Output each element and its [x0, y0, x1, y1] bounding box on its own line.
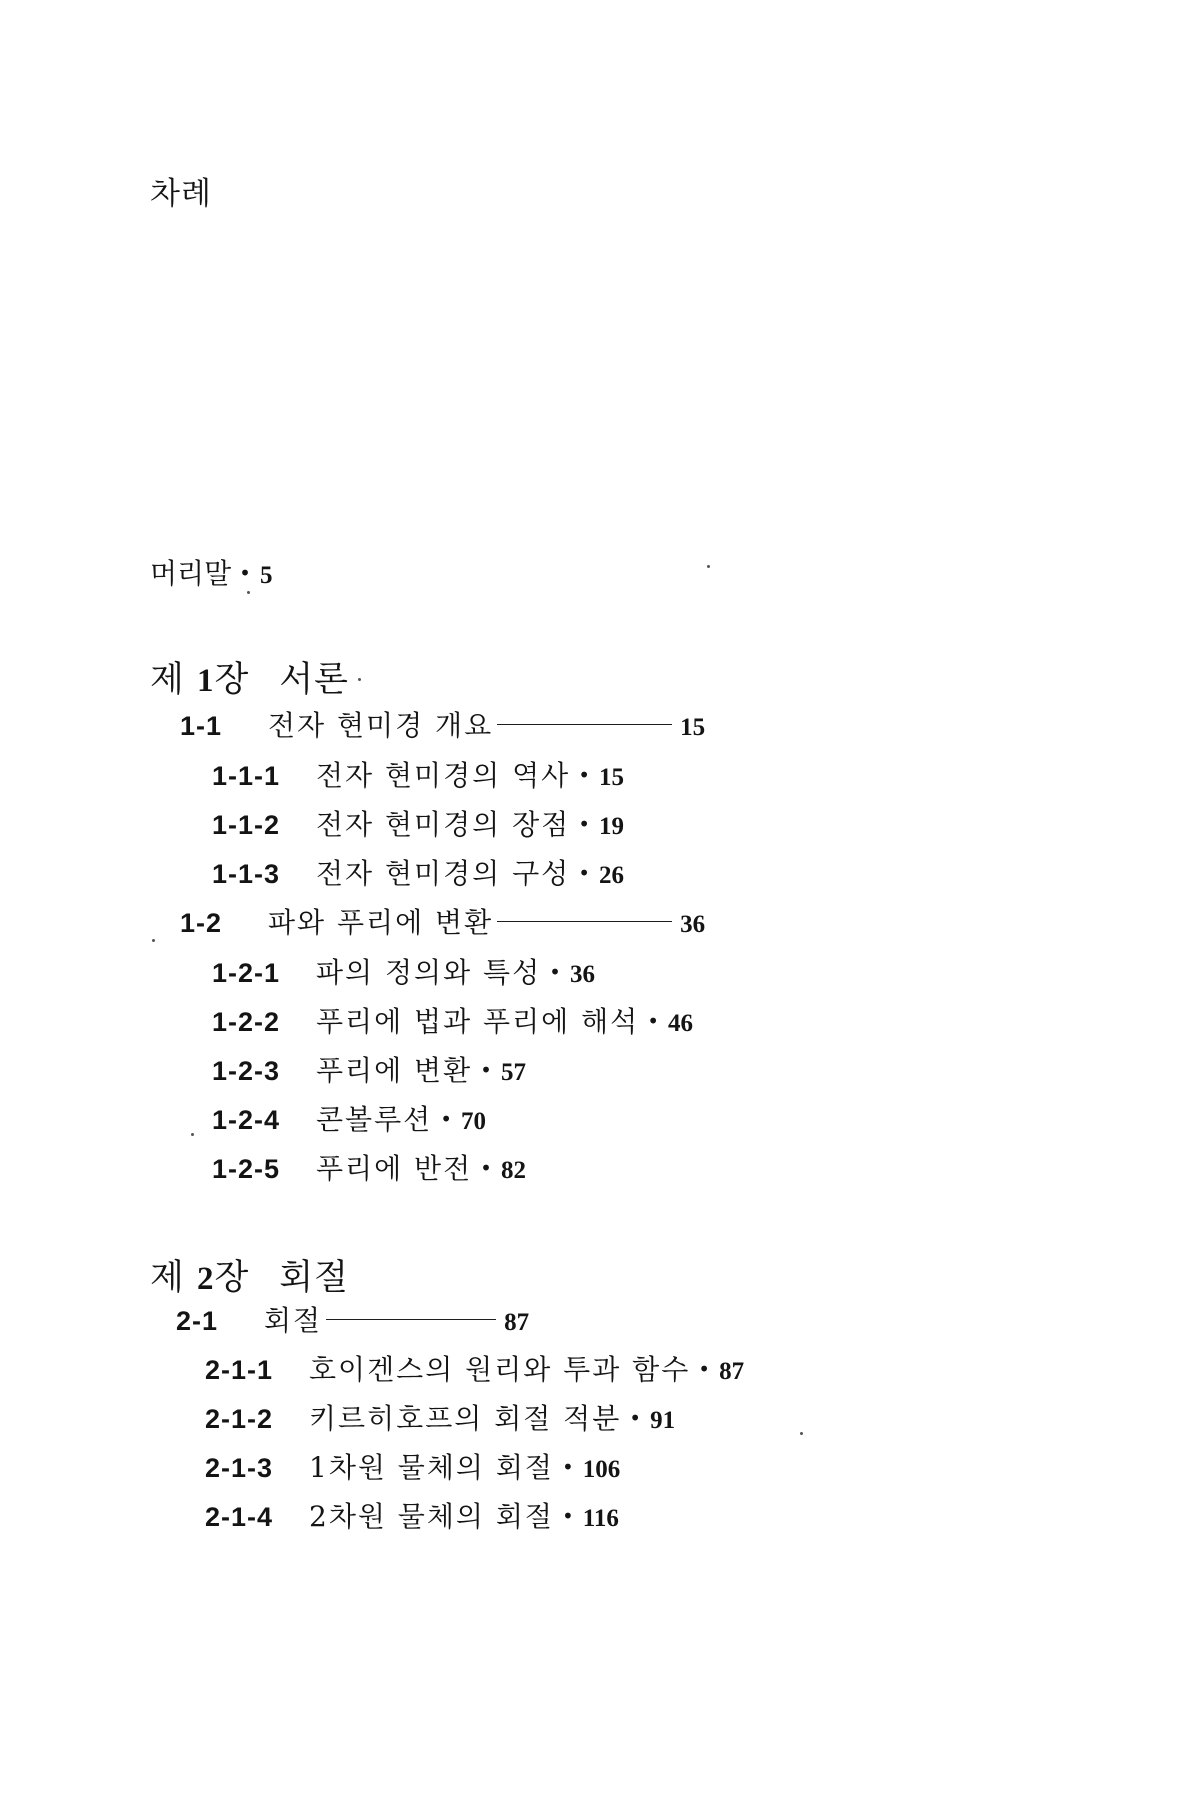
- bullet-separator: •: [578, 861, 590, 885]
- subsection-page: 15: [598, 764, 624, 791]
- section-page: 15: [680, 714, 706, 741]
- subsection-page: 70: [461, 1108, 486, 1135]
- subsection-number: 1-2-2: [212, 1007, 281, 1037]
- scan-speck: [247, 591, 250, 594]
- section-title: 파와 푸리에 변환: [268, 906, 494, 939]
- preface-entry[interactable]: [150, 552, 272, 592]
- section-title: 회절: [264, 1304, 323, 1337]
- bullet-separator: •: [440, 1107, 452, 1131]
- chapter-1-heading[interactable]: [150, 652, 349, 702]
- subsection-number: 1-2-5: [212, 1154, 281, 1184]
- toc-heading: 차례: [150, 176, 212, 212]
- section-number: 1-2: [180, 908, 223, 938]
- subsection-1-2-3[interactable]: [212, 1053, 526, 1091]
- chapter-prefix: 제: [150, 660, 185, 700]
- section-1-1[interactable]: [180, 708, 705, 746]
- subsection-1-1-3[interactable]: [212, 856, 624, 894]
- subsection-1-2-1[interactable]: [212, 955, 595, 993]
- subsection-2-1-1[interactable]: [205, 1352, 744, 1390]
- chapter-2-heading[interactable]: [150, 1250, 349, 1300]
- subsection-title: 콘볼루션: [316, 1103, 433, 1136]
- subsection-1-1-2[interactable]: [212, 807, 624, 845]
- subsection-2-1-4[interactable]: [205, 1499, 619, 1537]
- chapter-number: 2: [196, 1261, 215, 1297]
- subsection-number: 1-1-3: [212, 859, 281, 889]
- chapter-title: 회절: [279, 1258, 349, 1298]
- subsection-title: 전자 현미경의 구성: [316, 857, 571, 890]
- subsection-title: 푸리에 법과 푸리에 해석: [316, 1005, 640, 1038]
- subsection-page: 36: [569, 961, 595, 988]
- scan-speck: [800, 1432, 803, 1435]
- section-page: 36: [680, 911, 706, 938]
- section-title: 전자 현미경 개요: [268, 709, 494, 742]
- subsection-number: 2-1-3: [205, 1453, 274, 1483]
- leader-line: [497, 921, 672, 922]
- subsection-title: 키르히호프의 회절 적분: [309, 1402, 622, 1435]
- section-number: 2-1: [176, 1306, 219, 1336]
- preface-page: 5: [259, 562, 273, 589]
- section-2-1[interactable]: [176, 1303, 529, 1341]
- subsection-2-1-3[interactable]: [205, 1450, 620, 1488]
- subsection-title: 호이겐스의 원리와 투과 함수: [309, 1353, 691, 1386]
- subsection-page: 26: [598, 862, 624, 889]
- bullet-separator: •: [629, 1406, 642, 1430]
- scan-speck: [152, 939, 155, 942]
- subsection-page: 46: [667, 1010, 693, 1037]
- subsection-title: 푸리에 변환: [316, 1054, 473, 1087]
- bullet-separator: •: [578, 763, 590, 787]
- subsection-number: 2-1-2: [205, 1404, 274, 1434]
- subsection-number: 2-1-4: [205, 1502, 274, 1532]
- subsection-1-2-2[interactable]: [212, 1004, 693, 1042]
- subsection-number: 1-2-1: [212, 958, 281, 988]
- subsection-number: 1-1-1: [212, 761, 281, 791]
- leader-line: [497, 724, 672, 725]
- subsection-number: 1-2-3: [212, 1056, 281, 1086]
- scan-speck: [707, 565, 710, 568]
- subsection-title: 2차원 물체의 회절: [309, 1500, 554, 1533]
- subsection-page: 82: [500, 1157, 526, 1184]
- subsection-title: 전자 현미경의 장점: [316, 808, 571, 841]
- subsection-number: 1-1-2: [212, 810, 281, 840]
- preface-title: 머리말: [150, 557, 232, 590]
- subsection-title: 전자 현미경의 역사: [316, 759, 571, 792]
- section-number: 1-1: [180, 711, 223, 741]
- scan-speck: [358, 678, 361, 681]
- subsection-page: 106: [582, 1456, 621, 1483]
- subsection-page: 116: [582, 1505, 619, 1532]
- bullet-separator: •: [647, 1009, 659, 1033]
- bullet-separator: •: [480, 1156, 492, 1180]
- chapter-prefix: 제: [150, 1258, 185, 1298]
- bullet-separator: •: [561, 1455, 574, 1479]
- bullet-separator: •: [698, 1357, 711, 1381]
- bullet-separator: •: [561, 1504, 574, 1528]
- subsection-title: 파의 정의와 특성: [316, 956, 542, 989]
- subsection-2-1-2[interactable]: [205, 1401, 675, 1439]
- bullet-separator: •: [239, 561, 251, 585]
- bullet-separator: •: [578, 812, 590, 836]
- subsection-1-2-5[interactable]: [212, 1151, 526, 1189]
- subsection-title: 푸리에 반전: [316, 1152, 473, 1185]
- chapter-number: 1: [196, 663, 215, 699]
- scan-speck: [191, 1133, 194, 1136]
- subsection-1-1-1[interactable]: [212, 758, 624, 796]
- subsection-page: 87: [719, 1358, 745, 1385]
- chapter-suffix: 장: [214, 1258, 250, 1298]
- leader-line: [326, 1319, 496, 1320]
- subsection-page: 91: [650, 1407, 676, 1434]
- subsection-number: 2-1-1: [205, 1355, 274, 1385]
- chapter-title: 서론: [279, 660, 349, 700]
- subsection-number: 1-2-4: [212, 1105, 281, 1135]
- bullet-separator: •: [480, 1058, 492, 1082]
- bullet-separator: •: [549, 960, 561, 984]
- subsection-title: 1차원 물체의 회절: [309, 1451, 554, 1484]
- section-1-2[interactable]: [180, 905, 705, 943]
- chapter-suffix: 장: [214, 660, 250, 700]
- subsection-1-2-4[interactable]: [212, 1102, 486, 1140]
- section-page: 87: [504, 1309, 530, 1336]
- subsection-page: 19: [598, 813, 624, 840]
- subsection-page: 57: [500, 1059, 526, 1086]
